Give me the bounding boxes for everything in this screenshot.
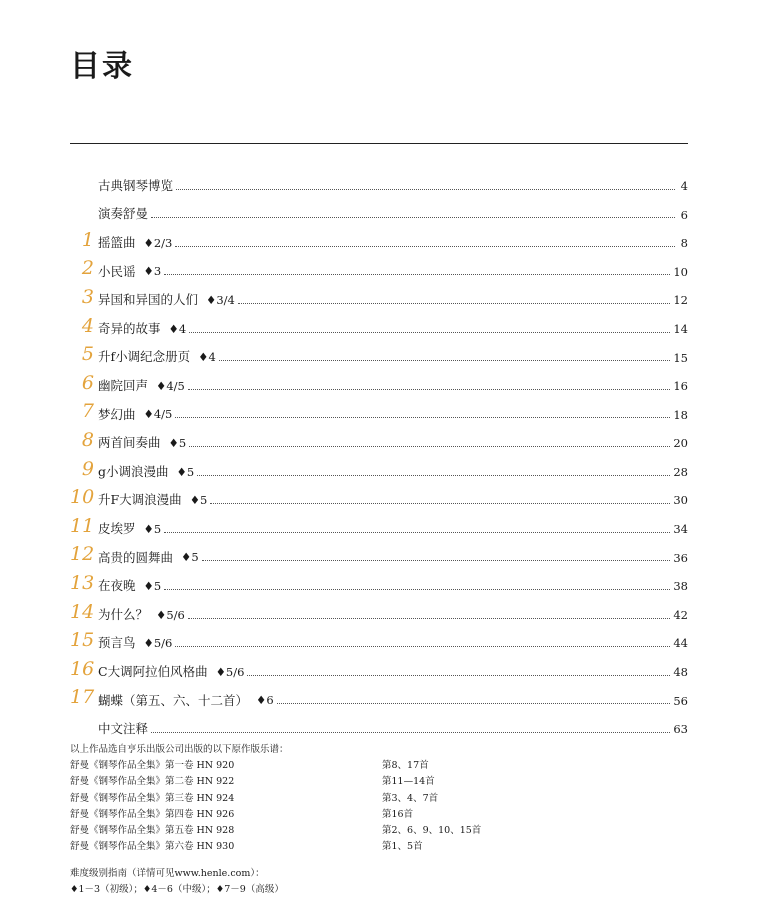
source-pieces: 第11—14首 [382, 776, 435, 788]
toc-leader-dots [176, 188, 675, 190]
toc-entry-page: 36 [673, 550, 688, 565]
toc-entry-page: 56 [673, 693, 688, 708]
toc-entry-title: 小民谣 [98, 263, 136, 279]
source-book: 舒曼《钢琴作品全集》第六卷 HN 930 [70, 841, 235, 853]
toc-entry-page: 10 [673, 264, 688, 279]
toc-entry-title: 中文注释 [98, 721, 149, 737]
toc-entry[interactable] [70, 507, 688, 536]
title-divider [70, 143, 688, 144]
toc-leader-dots [189, 445, 670, 447]
toc-entry-difficulty: ♦4/5 [143, 407, 173, 422]
source-row [70, 807, 630, 823]
toc-entry-difficulty: ♦5 [176, 464, 195, 479]
toc-entry-title: 在夜晚 [98, 578, 136, 594]
toc-leader-dots [188, 617, 671, 619]
source-row [70, 774, 630, 790]
toc-entry[interactable] [70, 479, 688, 508]
toc-entry-number: 16 [70, 657, 95, 680]
toc-leader-dots [197, 474, 670, 476]
toc-leader-dots [202, 559, 671, 561]
toc-entry[interactable] [70, 278, 688, 307]
toc-entry[interactable] [70, 622, 688, 651]
toc-entry[interactable] [70, 221, 688, 250]
toc-entry-title: 升F大调浪漫曲 [98, 492, 182, 508]
toc-entry-number: 15 [70, 629, 95, 652]
toc-entry-difficulty: ♦5 [189, 493, 208, 508]
toc-entry-title: 古典钢琴博览 [98, 177, 174, 193]
toc-leader-dots [247, 674, 670, 676]
toc-entry-difficulty: ♦4/5 [156, 378, 185, 393]
toc-entry-number: 2 [81, 257, 94, 280]
toc-entry-page: 16 [673, 379, 688, 394]
toc-entry-page: 44 [673, 636, 688, 651]
toc-entry[interactable] [70, 393, 688, 422]
toc-entry-page: 38 [673, 579, 688, 594]
toc-entry-difficulty: ♦5 [181, 550, 199, 565]
source-pieces: 第1、5首 [382, 841, 423, 853]
source-book: 舒曼《钢琴作品全集》第一卷 HN 920 [70, 760, 235, 772]
toc-entry[interactable] [70, 307, 688, 336]
source-book: 舒曼《钢琴作品全集》第三卷 HN 924 [70, 792, 235, 804]
toc-leader-dots [175, 245, 675, 247]
toc-entry-title: 梦幻曲 [98, 406, 136, 422]
toc-entry[interactable] [70, 564, 688, 593]
source-pieces: 第8、17首 [382, 760, 429, 772]
toc-entry-page: 4 [680, 178, 688, 193]
difficulty-guide-title: 难度级别指南（详情可见www.henle.com）： [70, 868, 265, 879]
toc-leader-dots [151, 731, 670, 733]
source-row [70, 823, 630, 839]
toc-entry-page: 48 [673, 665, 688, 680]
difficulty-guide [70, 866, 284, 898]
toc-entry-page: 14 [673, 321, 688, 336]
toc-leader-dots [219, 359, 671, 361]
toc-entry-difficulty: ♦5 [168, 435, 187, 450]
source-book: 舒曼《钢琴作品全集》第四卷 HN 926 [70, 808, 235, 820]
toc-leader-dots [188, 388, 671, 390]
table-of-contents [70, 164, 688, 736]
toc-entry[interactable] [70, 364, 688, 393]
difficulty-guide-levels: ♦1－3（初级）；♦4－6（中级）；♦7－9（高级） [70, 884, 284, 895]
toc-entry-difficulty: ♦4 [198, 350, 216, 365]
toc-entry[interactable] [70, 336, 688, 365]
toc-leader-dots [175, 416, 670, 418]
toc-entry[interactable] [70, 536, 688, 565]
toc-entry-page: 20 [673, 436, 688, 451]
toc-entry[interactable] [70, 164, 688, 193]
toc-entry-number: 5 [81, 343, 94, 366]
toc-entry-number: 9 [81, 457, 94, 480]
toc-leader-dots [238, 302, 671, 304]
toc-entry-number: 3 [81, 285, 94, 308]
source-pieces: 第2、6、9、10、15首 [382, 825, 482, 837]
toc-entry-page: 63 [673, 722, 688, 737]
toc-leader-dots [210, 502, 670, 504]
toc-entry-difficulty: ♦6 [256, 693, 274, 708]
toc-entry-page: 6 [680, 207, 688, 222]
toc-leader-dots [175, 645, 670, 647]
toc-entry[interactable] [70, 593, 688, 622]
toc-entry-difficulty: ♦5/6 [143, 636, 173, 651]
toc-entry-difficulty: ♦5/6 [215, 664, 245, 679]
toc-entry-number: 14 [70, 600, 95, 623]
toc-entry-title: 演奏舒曼 [98, 206, 149, 222]
source-book: 舒曼《钢琴作品全集》第五卷 HN 928 [70, 825, 235, 837]
toc-entry-title: 预言鸟 [98, 635, 136, 651]
toc-entry-number: 11 [70, 514, 95, 537]
toc-entry[interactable] [70, 250, 688, 279]
toc-entry-page: 15 [673, 350, 688, 365]
toc-entry-title: g小调浪漫曲 [98, 463, 169, 479]
toc-entry-number: 4 [81, 314, 94, 337]
toc-entry[interactable] [70, 679, 688, 708]
toc-entry-title: 摇篮曲 [98, 235, 136, 251]
toc-entry-difficulty: ♦5 [143, 578, 162, 593]
sources-intro: 以上作品选自亨乐出版公司出版的以下原作版乐谱： [70, 744, 289, 755]
toc-entry-title: 异国和异国的人们 [98, 292, 199, 308]
toc-entry-title: 为什么？ [98, 606, 149, 622]
toc-entry-title: 幽院回声 [98, 378, 149, 393]
toc-entry-number: 7 [81, 400, 94, 423]
toc-leader-dots [164, 588, 670, 590]
source-pieces: 第16首 [382, 808, 414, 820]
sources-section [70, 742, 630, 855]
toc-entry-title: 皮埃罗 [98, 520, 136, 536]
toc-leader-dots [164, 531, 670, 533]
toc-entry-difficulty: ♦4 [168, 321, 187, 336]
toc-entry-title: C大调阿拉伯风格曲 [98, 663, 208, 679]
toc-leader-dots [277, 702, 671, 704]
toc-entry-number: 10 [70, 486, 95, 509]
toc-entry-page: 28 [673, 464, 688, 479]
page-title: 目录 [70, 49, 134, 84]
source-row [70, 791, 630, 807]
toc-entry[interactable] [70, 421, 688, 450]
source-row [70, 758, 630, 774]
toc-entry-title: 高贵的圆舞曲 [98, 549, 174, 565]
source-row [70, 839, 630, 855]
toc-entry-title: 两首间奏曲 [98, 435, 161, 451]
source-pieces: 第3、4、7首 [382, 792, 439, 804]
toc-entry-difficulty: ♦5/6 [156, 607, 185, 622]
toc-entry-difficulty: ♦2/3 [143, 235, 173, 250]
toc-entry-title: 奇异的故事 [98, 320, 161, 336]
toc-entry-page: 12 [673, 293, 688, 308]
toc-entry-difficulty: ♦3 [143, 264, 162, 279]
toc-entry-number: 12 [70, 543, 95, 566]
toc-entry-title: 蝴蝶（第五、六、十二首） [98, 692, 249, 708]
toc-entry-page: 34 [673, 522, 688, 537]
toc-entry-page: 18 [673, 407, 688, 422]
toc-leader-dots [164, 273, 670, 275]
toc-entry[interactable] [70, 450, 688, 479]
toc-leader-dots [189, 331, 670, 333]
toc-entry[interactable] [70, 193, 688, 222]
toc-leader-dots [151, 216, 675, 218]
source-book: 舒曼《钢琴作品全集》第二卷 HN 922 [70, 776, 235, 788]
toc-entry-page: 42 [673, 607, 688, 622]
toc-entry-number: 13 [70, 571, 95, 594]
toc-entry-number: 8 [81, 428, 94, 451]
toc-entry-title: 升f小调纪念册页 [98, 349, 191, 365]
toc-entry[interactable] [70, 707, 688, 736]
toc-entry-difficulty: ♦5 [143, 521, 162, 536]
toc-entry[interactable] [70, 650, 688, 679]
toc-entry-difficulty: ♦3/4 [206, 292, 235, 307]
toc-entry-number: 6 [81, 371, 94, 394]
toc-entry-page: 30 [673, 493, 688, 508]
toc-entry-number: 17 [70, 686, 95, 709]
toc-entry-page: 8 [680, 236, 688, 251]
toc-entry-number: 1 [81, 228, 94, 251]
